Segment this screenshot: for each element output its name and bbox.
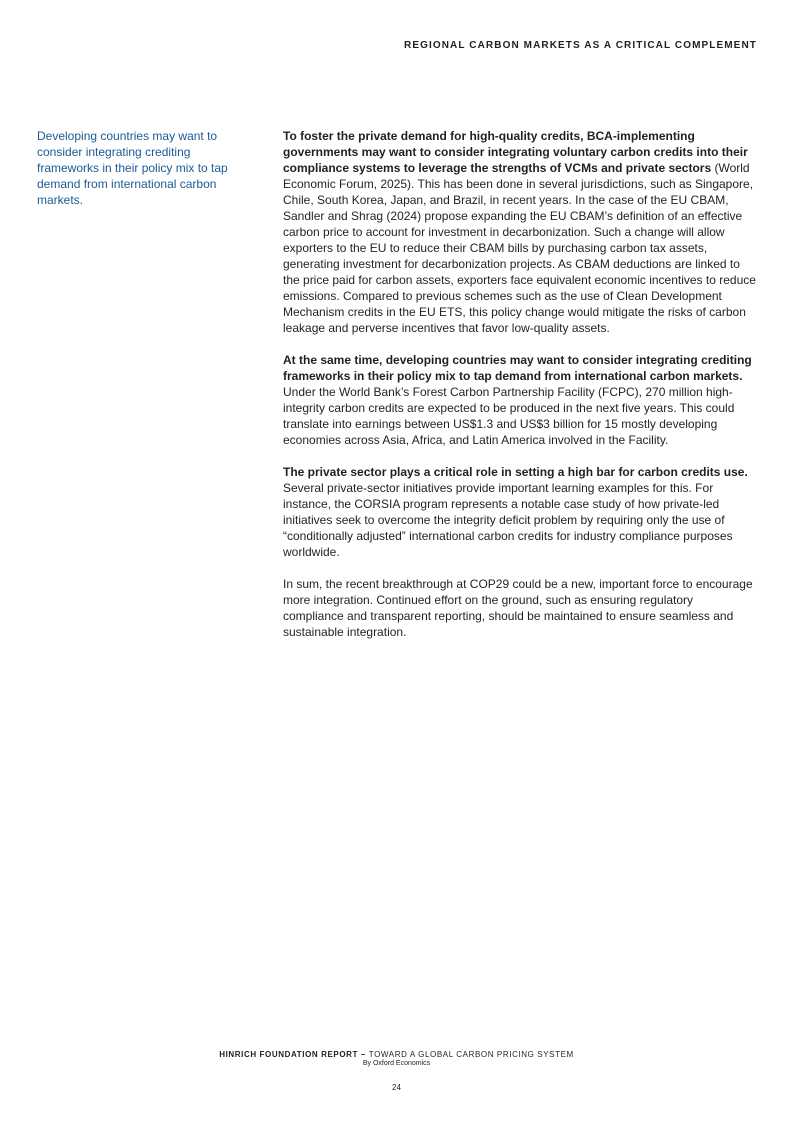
page-footer xyxy=(0,1050,793,1092)
paragraph-text-1: (World Economic Forum, 2025). This has been done in several jurisdictions, such as Singapore, Chile, South Korea, Japan, and Brazil, in recent years. In the case of the EU CBAM, Sandler and Shrag (2024) propose expanding the EU CBAM’s definition of an effective carbon price to account for investment in decarbonization. Such a change will allow exporters to the EU to reduce their CBAM bills by purchasing carbon tax assets, generating investment for decarbonization projects. As CBAM deductions are linked to the price paid for carbon assets, exporters face equivalent economic incentives to reduce emissions. Compared to previous schemes such as the use of Clean Development Mechanism credits in the EU ETS, this policy change would mitigate the risks of carbon leakage and perverse incentives that favor low-quality assets. xyxy=(283,161,756,335)
paragraph-text-3: Several private-sector initiatives provide important learning examples for this. For instance, the CORSIA program represents a notable case study of how private-led initiatives seek to overcome the integrity deficit problem by requiring only the use of “conditionally adjusted” international carbon credits for industry compliance purposes worldwide. xyxy=(283,481,733,559)
footer-byline: By Oxford Economics xyxy=(362,1060,431,1067)
footer-report-label: HINRICH FOUNDATION REPORT – xyxy=(219,1050,369,1059)
body-paragraph-3 xyxy=(283,464,757,560)
paragraph-lead-3: The private sector plays a critical role in setting a high bar for carbon credits use. xyxy=(283,465,748,479)
body-paragraph-4 xyxy=(283,576,757,640)
footer-report-title xyxy=(0,1050,793,1059)
body-paragraph-2 xyxy=(283,352,757,448)
paragraph-text-4: In sum, the recent breakthrough at COP29 could be a new, important force to encourage more integration. Continued effort on the ground, such as ensuring regulatory compliance and transparent reporting, should be maintained to ensure seamless and sustainable integration. xyxy=(283,577,753,639)
paragraph-text-2: Under the World Bank’s Forest Carbon Partnership Facility (FCPC), 270 million high-integrity carbon credits are expected to be produced in the next five years. This could translate into earnings between US$1.3 and US$3 billion for 15 mostly developing economies across Asia, Africa, and Latin America involved in the Facility. xyxy=(283,385,735,447)
footer-report-name: TOWARD A GLOBAL CARBON PRICING SYSTEM xyxy=(368,1050,574,1059)
page-number: 24 xyxy=(392,1083,401,1092)
paragraph-lead-1: To foster the private demand for high-quality credits, BCA-implementing governments may want to consider integrating voluntary carbon credits into their compliance systems to leverage the strengths of VCMs and private sectors xyxy=(283,129,748,175)
paragraph-lead-2: At the same time, developing countries may want to consider integrating crediting frameworks in their policy mix to tap demand from international carbon markets. xyxy=(283,353,752,383)
sidebar-pull-quote: Developing countries may want to consider integrating crediting frameworks in their policy mix to tap demand from international carbon markets. xyxy=(37,129,228,207)
running-header: REGIONAL CARBON MARKETS AS A CRITICAL COMPLEMENT xyxy=(404,40,757,51)
body-paragraph-1 xyxy=(283,128,757,336)
main-body xyxy=(283,128,757,656)
